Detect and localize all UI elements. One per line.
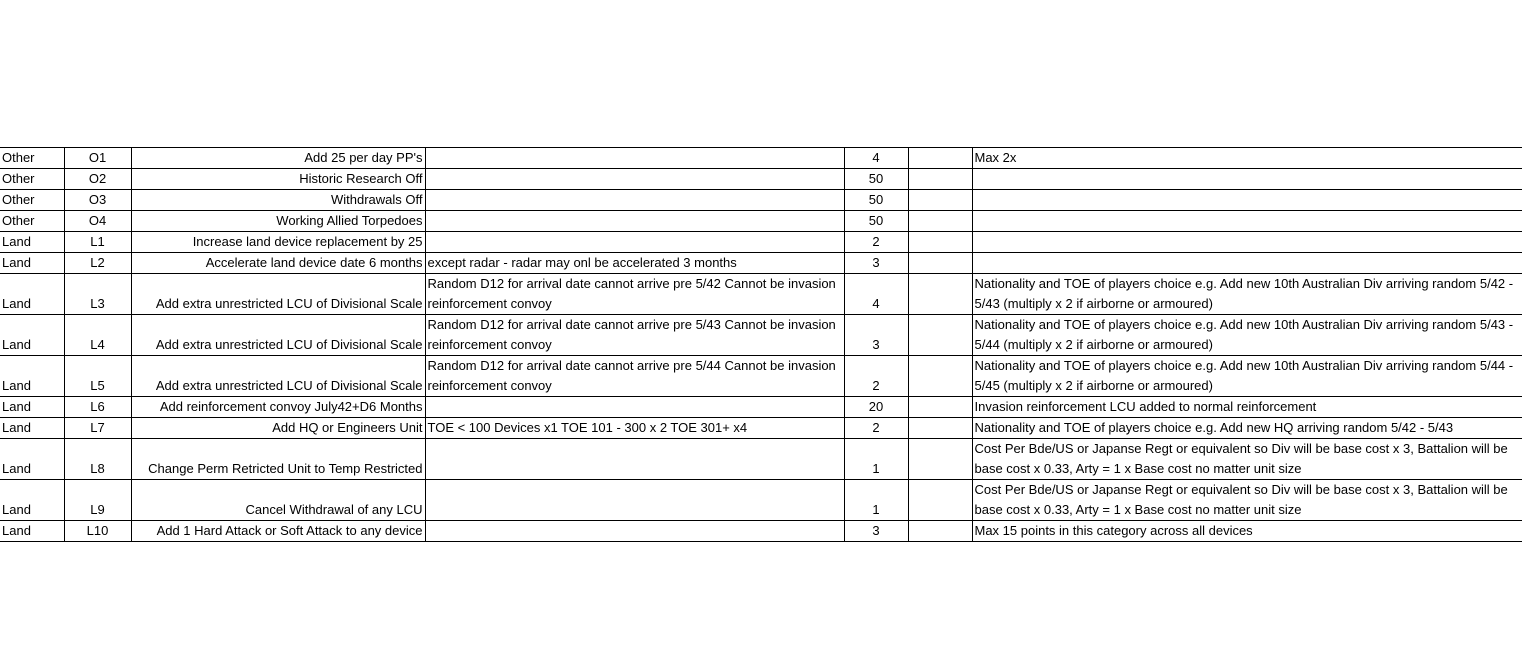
cell-type[interactable]: Land: [0, 521, 64, 542]
cell-code[interactable]: L6: [64, 397, 131, 418]
cell-cost[interactable]: 3: [844, 315, 908, 356]
cell-type[interactable]: Other: [0, 148, 64, 169]
table-row: [0, 148, 1522, 169]
cell-cost[interactable]: 2: [844, 356, 908, 397]
cell-type[interactable]: Land: [0, 253, 64, 274]
cell-code[interactable]: O1: [64, 148, 131, 169]
cell-description[interactable]: Add reinforcement convoy July42+D6 Months: [131, 397, 425, 418]
cell-type[interactable]: Land: [0, 356, 64, 397]
cell-blank[interactable]: [908, 190, 972, 211]
cell-cost[interactable]: 1: [844, 439, 908, 480]
cell-note[interactable]: [972, 253, 1522, 274]
cell-condition[interactable]: [425, 521, 844, 542]
cell-description[interactable]: Add HQ or Engineers Unit: [131, 418, 425, 439]
cell-note[interactable]: Max 2x: [972, 148, 1522, 169]
cell-cost[interactable]: 4: [844, 274, 908, 315]
cell-description[interactable]: Cancel Withdrawal of any LCU: [131, 480, 425, 521]
cell-code[interactable]: O2: [64, 169, 131, 190]
cell-blank[interactable]: [908, 148, 972, 169]
cell-blank[interactable]: [908, 418, 972, 439]
cell-type[interactable]: Other: [0, 211, 64, 232]
cell-description[interactable]: Add 1 Hard Attack or Soft Attack to any device: [131, 521, 425, 542]
cell-cost[interactable]: 4: [844, 148, 908, 169]
cell-cost[interactable]: 1: [844, 480, 908, 521]
cell-type[interactable]: Other: [0, 169, 64, 190]
cell-blank[interactable]: [908, 232, 972, 253]
cell-type[interactable]: Land: [0, 232, 64, 253]
table-row: [0, 480, 1522, 521]
cell-description[interactable]: Add extra unrestricted LCU of Divisional Scale: [131, 315, 425, 356]
cell-code[interactable]: L10: [64, 521, 131, 542]
table-row: [0, 232, 1522, 253]
cell-code[interactable]: L1: [64, 232, 131, 253]
table-row: [0, 190, 1522, 211]
cell-description[interactable]: Add 25 per day PP's: [131, 148, 425, 169]
cell-type[interactable]: Land: [0, 439, 64, 480]
cell-description[interactable]: Increase land device replacement by 25: [131, 232, 425, 253]
cell-code[interactable]: L9: [64, 480, 131, 521]
table-row: [0, 521, 1522, 542]
table-row: [0, 274, 1522, 315]
cell-type[interactable]: Land: [0, 418, 64, 439]
cell-code[interactable]: L4: [64, 315, 131, 356]
cell-note[interactable]: [972, 190, 1522, 211]
cell-description[interactable]: Historic Research Off: [131, 169, 425, 190]
cell-note[interactable]: Max 15 points in this category across all devices: [972, 521, 1522, 542]
cell-blank[interactable]: [908, 480, 972, 521]
cell-description[interactable]: Withdrawals Off: [131, 190, 425, 211]
cell-cost[interactable]: 3: [844, 521, 908, 542]
table-row: [0, 253, 1522, 274]
cell-code[interactable]: O4: [64, 211, 131, 232]
table-row: [0, 397, 1522, 418]
cell-code[interactable]: L2: [64, 253, 131, 274]
cell-note[interactable]: Nationality and TOE of players choice e.g. Add new HQ arriving random 5/42 - 5/43: [972, 418, 1522, 439]
cell-note[interactable]: [972, 169, 1522, 190]
cell-note[interactable]: Nationality and TOE of players choice e.g. Add new 10th Australian Div arriving random 5/44 - 5/45 (multiply x 2 if airborne or armoured): [972, 356, 1522, 397]
cell-blank[interactable]: [908, 356, 972, 397]
cell-note[interactable]: Cost Per Bde/US or Japanse Regt or equivalent so Div will be base cost x 3, Battalion will be base cost x 0.33, Arty = 1 x Base cost no matter unit size: [972, 480, 1522, 521]
cell-note[interactable]: [972, 232, 1522, 253]
spreadsheet-table: [0, 147, 1522, 542]
cell-condition[interactable]: [425, 169, 844, 190]
cell-code[interactable]: L3: [64, 274, 131, 315]
cell-blank[interactable]: [908, 274, 972, 315]
cell-code[interactable]: L8: [64, 439, 131, 480]
cell-type[interactable]: Land: [0, 397, 64, 418]
cell-cost[interactable]: 50: [844, 211, 908, 232]
cell-cost[interactable]: 50: [844, 190, 908, 211]
cell-blank[interactable]: [908, 439, 972, 480]
cell-type[interactable]: Other: [0, 190, 64, 211]
cell-type[interactable]: Land: [0, 480, 64, 521]
cell-blank[interactable]: [908, 397, 972, 418]
cell-condition[interactable]: [425, 439, 844, 480]
cell-blank[interactable]: [908, 253, 972, 274]
cell-note[interactable]: Nationality and TOE of players choice e.g. Add new 10th Australian Div arriving random 5/43 - 5/44 (multiply x 2 if airborne or armoured): [972, 315, 1522, 356]
cell-cost[interactable]: 20: [844, 397, 908, 418]
table-row: [0, 439, 1522, 480]
cell-note[interactable]: Cost Per Bde/US or Japanse Regt or equivalent so Div will be base cost x 3, Battalion will be base cost x 0.33, Arty = 1 x Base cost no matter unit size: [972, 439, 1522, 480]
cell-blank[interactable]: [908, 521, 972, 542]
table-row: [0, 356, 1522, 397]
cell-cost[interactable]: 2: [844, 418, 908, 439]
cell-code[interactable]: O3: [64, 190, 131, 211]
cell-condition[interactable]: [425, 232, 844, 253]
cell-condition[interactable]: TOE < 100 Devices x1 TOE 101 - 300 x 2 TOE 301+ x4: [425, 418, 844, 439]
cell-note[interactable]: Invasion reinforcement LCU added to normal reinforcement: [972, 397, 1522, 418]
cell-note[interactable]: Nationality and TOE of players choice e.g. Add new 10th Australian Div arriving random 5/42 - 5/43 (multiply x 2 if airborne or armoured): [972, 274, 1522, 315]
cell-code[interactable]: L5: [64, 356, 131, 397]
cell-description[interactable]: Working Allied Torpedoes: [131, 211, 425, 232]
cell-code[interactable]: L7: [64, 418, 131, 439]
spreadsheet-body: [0, 148, 1522, 542]
table-row: [0, 315, 1522, 356]
cell-condition[interactable]: Random D12 for arrival date cannot arrive pre 5/44 Cannot be invasion reinforcement convoy: [425, 356, 844, 397]
cell-type[interactable]: Land: [0, 315, 64, 356]
cell-note[interactable]: [972, 211, 1522, 232]
table-row: [0, 169, 1522, 190]
cell-condition[interactable]: [425, 480, 844, 521]
cell-blank[interactable]: [908, 169, 972, 190]
cell-cost[interactable]: 50: [844, 169, 908, 190]
cell-condition[interactable]: [425, 211, 844, 232]
cell-condition[interactable]: [425, 397, 844, 418]
table-row: [0, 211, 1522, 232]
cell-blank[interactable]: [908, 211, 972, 232]
cell-condition[interactable]: [425, 148, 844, 169]
cell-blank[interactable]: [908, 315, 972, 356]
cell-cost[interactable]: 3: [844, 253, 908, 274]
cell-description[interactable]: Add extra unrestricted LCU of Divisional Scale: [131, 274, 425, 315]
cell-condition[interactable]: [425, 190, 844, 211]
cell-condition[interactable]: except radar - radar may onl be accelerated 3 months: [425, 253, 844, 274]
cell-description[interactable]: Accelerate land device date 6 months: [131, 253, 425, 274]
cell-type[interactable]: Land: [0, 274, 64, 315]
cell-cost[interactable]: 2: [844, 232, 908, 253]
cell-condition[interactable]: Random D12 for arrival date cannot arrive pre 5/43 Cannot be invasion reinforcement convoy: [425, 315, 844, 356]
cell-description[interactable]: Change Perm Retricted Unit to Temp Restricted: [131, 439, 425, 480]
cell-description[interactable]: Add extra unrestricted LCU of Divisional Scale: [131, 356, 425, 397]
table-row: [0, 418, 1522, 439]
cell-condition[interactable]: Random D12 for arrival date cannot arrive pre 5/42 Cannot be invasion reinforcement convoy: [425, 274, 844, 315]
